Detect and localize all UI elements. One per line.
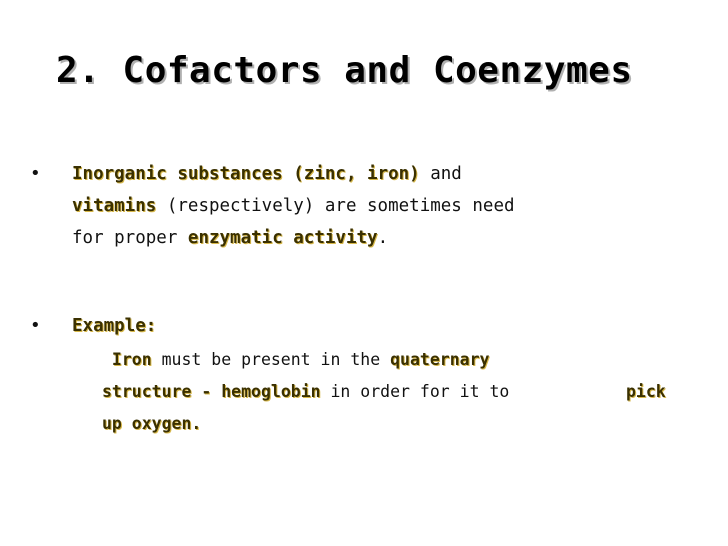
slide-title: 2. Cofactors and Coenzymes xyxy=(56,50,633,91)
example-label: Example: xyxy=(72,316,157,336)
bullet-line: for proper enzymatic activity. xyxy=(72,228,389,248)
highlight-text: enzymatic activity xyxy=(187,228,378,248)
highlight-text: structure - xyxy=(102,382,222,401)
bullet-example-text xyxy=(72,310,672,342)
highlight-text: quaternary xyxy=(390,350,490,369)
example-line xyxy=(102,408,692,440)
highlight-text: Iron xyxy=(102,350,152,369)
bullet-line: Inorganic substances (zinc, iron) and xyxy=(72,164,462,184)
highlight-text: hemoglobin xyxy=(221,382,321,401)
highlight-text: (zinc, iron) xyxy=(293,164,420,184)
bullet-cofactors-text xyxy=(72,158,672,254)
bullet-dot-icon: • xyxy=(30,315,41,336)
highlight-text: vitamins xyxy=(72,196,157,216)
example-body xyxy=(102,344,692,440)
highlight-text: pick xyxy=(626,382,666,401)
highlight-text: Inorganic substances xyxy=(72,164,283,184)
bullet-line: vitamins (respectively) are sometimes need xyxy=(72,196,515,216)
example-line: Iron must be present in the quaternary xyxy=(102,350,490,369)
highlight-text: up oxygen. xyxy=(102,414,202,433)
bullet-dot-icon: • xyxy=(30,163,41,184)
example-line: structure - hemoglobin in order for it to pick xyxy=(102,376,692,408)
